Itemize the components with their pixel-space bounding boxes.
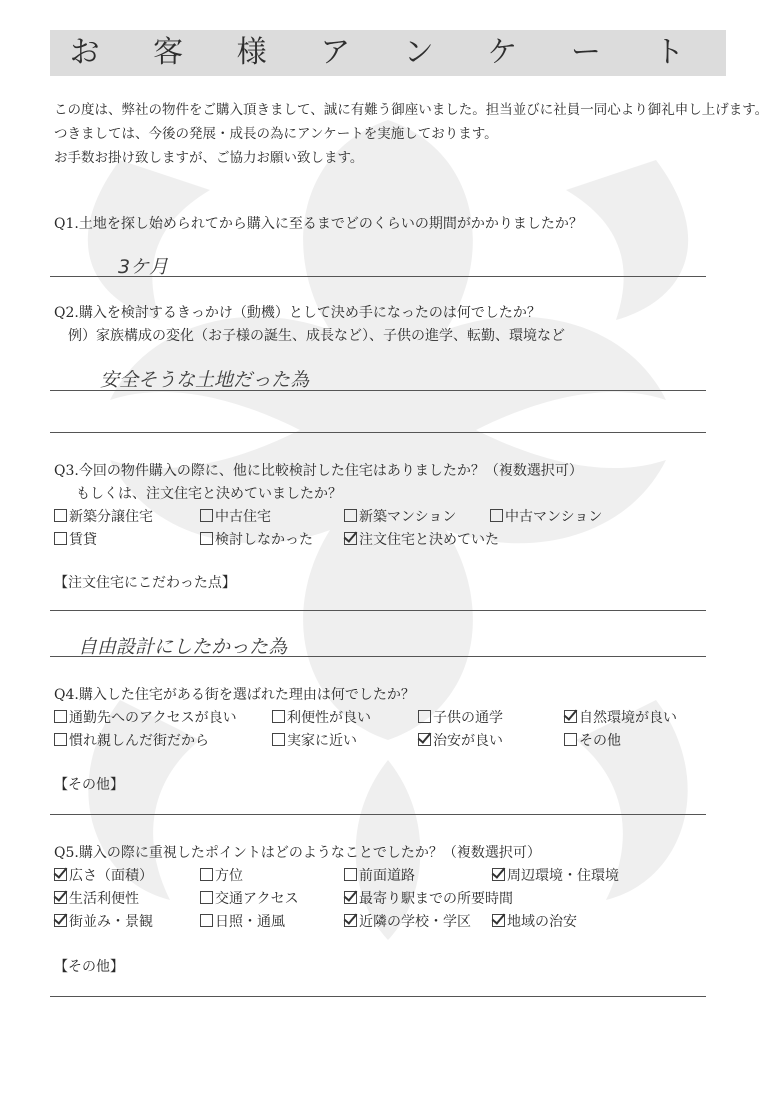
page-title: お 客 様 ア ン ケ ー ト (69, 35, 707, 70)
checkbox-icon[interactable] (344, 509, 357, 522)
q5-other-heading: 【その他】 (54, 959, 124, 975)
q2-answer[interactable]: 安全そうな土地だった為 (100, 369, 310, 391)
q4-option-familiar-town[interactable]: 慣れ親しんだ街だから (54, 730, 209, 750)
q3-sub-line-2 (50, 656, 706, 657)
checkbox-icon[interactable] (564, 733, 577, 746)
q3-question-2: もしくは、注文住宅と決めていましたか？ (76, 486, 342, 502)
checkbox-checked-icon[interactable] (54, 914, 67, 927)
q5-option-transport-access[interactable]: 交通アクセス (200, 888, 299, 908)
q2-question: Q2.購入を検討するきっかけ（動機）として決め手になったのは何でしたか？ (54, 305, 541, 321)
checkbox-checked-icon[interactable] (564, 710, 577, 723)
checkbox-icon[interactable] (54, 733, 67, 746)
checkbox-icon[interactable] (200, 532, 213, 545)
q2-answer-line-2 (50, 432, 706, 433)
checkbox-icon[interactable] (54, 509, 67, 522)
q3-option-no-comparison[interactable]: 検討しなかった (200, 529, 313, 549)
checkbox-icon[interactable] (490, 509, 503, 522)
checkbox-checked-icon[interactable] (418, 733, 431, 746)
q5-option-townscape[interactable]: 街並み・景観 (54, 911, 153, 931)
checkbox-checked-icon[interactable] (492, 868, 505, 881)
q4-option-convenience[interactable]: 利便性が良い (272, 707, 371, 727)
q3-option-rental[interactable]: 賃貸 (54, 529, 97, 549)
q5-other-line (50, 996, 706, 997)
checkbox-icon[interactable] (272, 710, 285, 723)
q5-question: Q5.購入の際に重視したポイントはどのようなことでしたか？（複数選択可） (54, 845, 541, 861)
q3-question: Q3.今回の物件購入の際に、他に比較検討した住宅はありましたか？（複数選択可） (54, 463, 583, 479)
q1-question: Q1.土地を探し始められてから購入に至るまでどのくらいの期間がかかりましたか？ (54, 216, 583, 232)
q5-option-station-time[interactable]: 最寄り駅までの所要時間 (344, 888, 513, 908)
q5-option-school-district[interactable]: 近隣の学校・学区 (344, 911, 471, 931)
checkbox-checked-icon[interactable] (54, 891, 67, 904)
checkbox-icon[interactable] (200, 914, 213, 927)
checkbox-icon[interactable] (200, 868, 213, 881)
q4-option-natural-environment[interactable]: 自然環境が良い (564, 707, 677, 727)
checkbox-icon[interactable] (200, 509, 213, 522)
intro-line-1: この度は、弊社の物件をご購入頂きまして、誠に有難う御座いました。担当並びに社員一同心より御礼申し上げます。 (54, 102, 769, 118)
checkbox-checked-icon[interactable] (54, 868, 67, 881)
q4-option-near-family[interactable]: 実家に近い (272, 730, 357, 750)
q3-sub-heading: 【注文住宅にこだわった点】 (54, 575, 236, 591)
intro-line-2: つきましては、今後の発展・成長の為にアンケートを実施しております。 (54, 126, 498, 142)
q5-option-living-convenience[interactable]: 生活利便性 (54, 888, 139, 908)
q4-option-safety[interactable]: 治安が良い (418, 730, 503, 750)
q5-option-area-safety[interactable]: 地域の治安 (492, 911, 577, 931)
q1-answer[interactable]: 3ケ月 (118, 256, 169, 278)
q4-option-other[interactable]: その他 (564, 730, 621, 750)
checkbox-checked-icon[interactable] (492, 914, 505, 927)
checkbox-checked-icon[interactable] (344, 891, 357, 904)
q5-option-surroundings[interactable]: 周辺環境・住環境 (492, 865, 619, 885)
q5-option-orientation[interactable]: 方位 (200, 865, 243, 885)
q4-option-school-commute[interactable]: 子供の通学 (418, 707, 503, 727)
q3-option-used-condo[interactable]: 中古マンション (490, 506, 602, 526)
checkbox-icon[interactable] (418, 710, 431, 723)
checkbox-icon[interactable] (54, 532, 67, 545)
checkbox-icon[interactable] (54, 710, 67, 723)
q3-option-new-built-house[interactable]: 新築分譲住宅 (54, 506, 153, 526)
q4-other-line (50, 814, 706, 815)
q5-option-front-road[interactable]: 前面道路 (344, 865, 415, 885)
q1-answer-line (50, 276, 706, 277)
checkbox-checked-icon[interactable] (344, 532, 357, 545)
checkbox-icon[interactable] (200, 891, 213, 904)
q3-option-custom-house[interactable]: 注文住宅と決めていた (344, 529, 499, 549)
intro-line-3: お手数お掛け致しますが、ご協力お願い致します。 (54, 150, 364, 166)
q3-option-used-house[interactable]: 中古住宅 (200, 506, 271, 526)
q3-sub-answer[interactable]: 自由設計にしたかった為 (78, 636, 288, 658)
q3-sub-line-1 (50, 610, 706, 611)
q3-option-new-condo[interactable]: 新築マンション (344, 506, 456, 526)
q4-other-heading: 【その他】 (54, 777, 124, 793)
q5-option-area[interactable]: 広さ（面積） (54, 865, 153, 885)
q5-option-sunlight[interactable]: 日照・通風 (200, 911, 285, 931)
checkbox-checked-icon[interactable] (344, 914, 357, 927)
checkbox-icon[interactable] (272, 733, 285, 746)
q4-option-commute-access[interactable]: 通勤先へのアクセスが良い (54, 707, 237, 727)
checkbox-icon[interactable] (344, 868, 357, 881)
q2-answer-line-1 (50, 390, 706, 391)
q4-question: Q4.購入した住宅がある街を選ばれた理由は何でしたか？ (54, 687, 415, 703)
q2-example: 例）家族構成の変化（お子様の誕生、成長など）、子供の進学、転勤、環境など (68, 328, 565, 344)
